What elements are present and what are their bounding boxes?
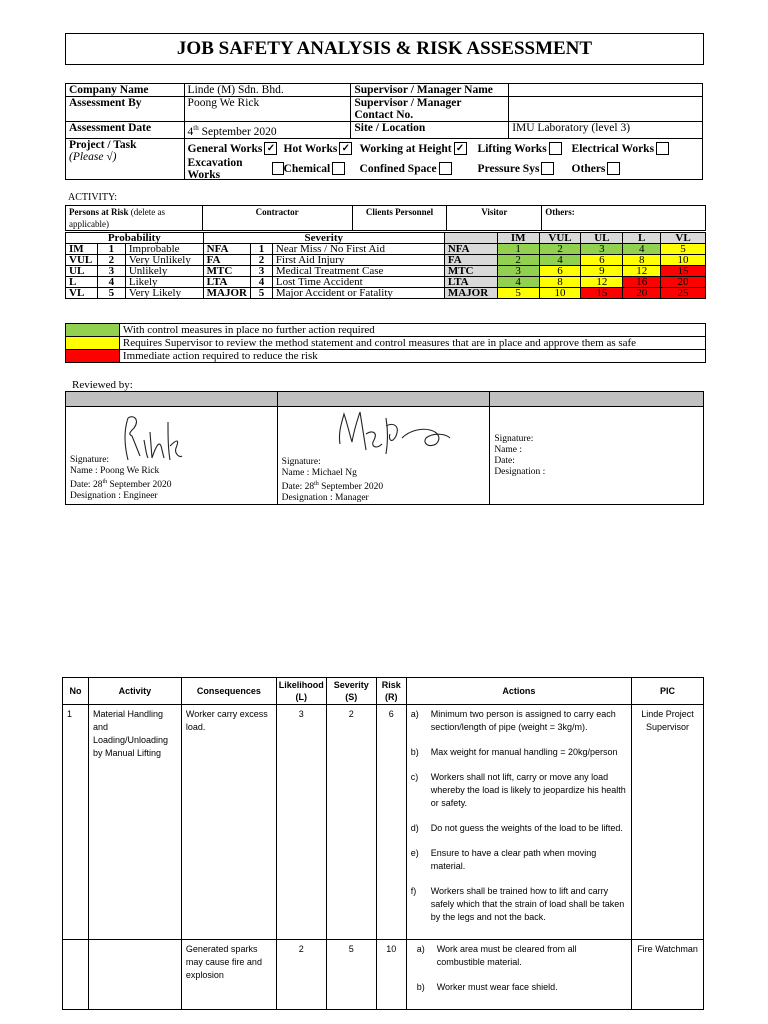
task-option xyxy=(360,142,478,155)
risk-score-cell: 8 xyxy=(623,255,661,266)
task-label: Working at Height xyxy=(359,142,452,155)
risk-score-cell: 15 xyxy=(661,266,706,277)
checkbox[interactable] xyxy=(656,142,669,155)
clients-personnel-option: Clients Personnel xyxy=(352,206,447,231)
risk-matrix-row xyxy=(66,288,706,299)
action-text: Max weight for manual handling = 20kg/person xyxy=(430,747,618,757)
assessment-by-value: Poong We Rick xyxy=(184,97,351,122)
action-item xyxy=(411,847,627,873)
task-option xyxy=(478,162,572,175)
severity-num: 1 xyxy=(250,244,272,255)
action-text: Ensure to have a clear path when moving material. xyxy=(430,848,597,871)
action-letter: d) xyxy=(410,823,419,833)
legend-text-green: With control measures in place no further action required xyxy=(119,324,705,337)
assessment-date-value: 4th September 2020 xyxy=(184,122,351,139)
risk-score-cell: 1 xyxy=(497,244,539,255)
col-header-l: L xyxy=(623,233,661,244)
matrix-row-code: LTA xyxy=(444,277,497,288)
severity-code: LTA xyxy=(203,277,250,288)
action-letter: a) xyxy=(416,944,425,954)
task-option xyxy=(188,157,284,181)
probability-label: Improbable xyxy=(125,244,203,255)
risk-score-cell: 5 xyxy=(661,244,706,255)
probability-num: 4 xyxy=(97,277,125,288)
checkbox[interactable]: ✓ xyxy=(264,142,277,155)
severity-label: Major Accident or Fatality xyxy=(272,288,444,299)
project-label-cell xyxy=(66,138,185,179)
action-item xyxy=(411,822,627,835)
action-item xyxy=(411,981,627,994)
action-letter: e) xyxy=(410,848,419,858)
action-text: Workers shall be trained how to lift and carry safely which that the strain of load shall be taken by the legs and not the back. xyxy=(430,886,625,922)
legend-text-red: Immediate action required to reduce the risk xyxy=(119,350,705,363)
risk-score-cell: 2 xyxy=(539,244,581,255)
tasks-row-2 xyxy=(185,156,702,181)
task-option xyxy=(478,142,572,155)
supervisor-name-label: Supervisor / Manager Name xyxy=(351,84,509,97)
task-label: Others xyxy=(571,162,606,175)
risk-score-cell: 10 xyxy=(539,288,581,299)
probability-code: UL xyxy=(66,266,98,277)
severity-label: Lost Time Accident xyxy=(272,277,444,288)
task-label: Lifting Works xyxy=(477,142,547,155)
matrix-row-code: NFA xyxy=(444,244,497,255)
severity-num: 4 xyxy=(250,277,272,288)
jsa-header-row xyxy=(63,678,704,705)
checkbox[interactable] xyxy=(541,162,554,175)
action-letter: b) xyxy=(410,747,419,757)
risk-score-cell: 9 xyxy=(581,266,623,277)
jsa-header-risk: Risk (R) xyxy=(376,678,406,705)
jsa-header-severity: Severity (S) xyxy=(326,678,376,705)
site-value: IMU Laboratory (level 3) xyxy=(509,122,703,139)
probability-label: Very Likely xyxy=(125,288,203,299)
signature-image-1 xyxy=(110,410,185,468)
jsa-risk: 6 xyxy=(376,705,406,940)
probability-code: VL xyxy=(66,288,98,299)
probability-label: Likely xyxy=(125,277,203,288)
col-header-ul: UL xyxy=(581,233,623,244)
matrix-row-code: MTC xyxy=(444,266,497,277)
jsa-pic: Linde Project Supervisor xyxy=(632,705,704,940)
action-item xyxy=(411,746,627,759)
task-label: Pressure Sys xyxy=(477,162,540,175)
jsa-likelihood: 2 xyxy=(276,940,326,1010)
reviewed-by-label: Reviewed by: xyxy=(72,379,133,391)
task-option xyxy=(284,142,360,155)
company-label: Company Name xyxy=(66,84,185,97)
matrix-row-code: FA xyxy=(444,255,497,266)
jsa-header-consequences: Consequences xyxy=(181,678,276,705)
risk-score-cell: 20 xyxy=(661,277,706,288)
jsa-row xyxy=(63,940,704,1010)
checkbox[interactable] xyxy=(607,162,620,175)
risk-score-cell: 4 xyxy=(539,255,581,266)
jsa-activity xyxy=(88,940,181,1010)
severity-label: Medical Treatment Case xyxy=(272,266,444,277)
tasks-row-1 xyxy=(185,139,702,159)
risk-score-cell: 2 xyxy=(497,255,539,266)
checkbox[interactable]: ✓ xyxy=(339,142,352,155)
task-label: Confined Space xyxy=(359,162,437,175)
action-letter: c) xyxy=(410,772,419,782)
severity-code: NFA xyxy=(203,244,250,255)
task-option xyxy=(360,162,478,175)
jsa-actions xyxy=(406,940,631,1010)
severity-code: FA xyxy=(203,255,250,266)
legend-swatch-yellow xyxy=(66,337,120,350)
signature-block-1: Signature: Name : Poong We Rick Date: 28th September 2020 Designation : Engineer xyxy=(66,407,278,505)
jsa-activity: Material Handling and Loading/Unloading by Manual Lifting xyxy=(88,705,181,940)
task-option xyxy=(284,162,360,175)
persons-at-risk-table xyxy=(65,205,706,231)
signature-block-3: Signature: Name : Date: Designation : xyxy=(490,407,704,505)
jsa-severity: 2 xyxy=(326,705,376,940)
risk-score-cell: 4 xyxy=(623,244,661,255)
action-item xyxy=(411,708,627,734)
severity-num: 3 xyxy=(250,266,272,277)
signature-header-3 xyxy=(490,392,704,407)
jsa-likelihood: 3 xyxy=(276,705,326,940)
checkbox[interactable] xyxy=(439,162,452,175)
task-option xyxy=(572,162,621,175)
task-label: Excavation Works xyxy=(187,156,243,181)
risk-score-cell: 6 xyxy=(539,266,581,277)
legend-swatch-green xyxy=(66,324,120,337)
signature-header-1 xyxy=(66,392,278,407)
risk-score-cell: 6 xyxy=(581,255,623,266)
task-option xyxy=(572,142,670,155)
jsa-header-pic: PIC xyxy=(632,678,704,705)
matrix-row-code: MAJOR xyxy=(444,288,497,299)
col-header-vl: VL xyxy=(661,233,706,244)
jsa-consequence: Generated sparks may cause fire and explosion xyxy=(181,940,276,1010)
jsa-table xyxy=(62,677,704,1010)
risk-matrix-row xyxy=(66,266,706,277)
risk-score-cell: 12 xyxy=(623,266,661,277)
activity-label: ACTIVITY: xyxy=(68,192,118,203)
task-option xyxy=(188,142,284,155)
risk-score-cell: 4 xyxy=(497,277,539,288)
project-label: Project / Task xyxy=(69,138,137,151)
supervisor-contact-value xyxy=(509,97,703,122)
risk-score-cell: 16 xyxy=(623,277,661,288)
probability-num: 2 xyxy=(97,255,125,266)
risk-score-cell: 12 xyxy=(581,277,623,288)
risk-score-cell: 25 xyxy=(661,288,706,299)
probability-num: 1 xyxy=(97,244,125,255)
site-label: Site / Location xyxy=(351,122,509,139)
signature-block-2: Signature: Name : Michael Ng Date: 28th September 2020 Designation : Manager xyxy=(277,407,490,505)
risk-score-cell: 20 xyxy=(623,288,661,299)
risk-score-cell: 8 xyxy=(539,277,581,288)
risk-matrix-row xyxy=(66,255,706,266)
jsa-risk: 10 xyxy=(376,940,406,1010)
company-value: Linde (M) Sdn. Bhd. xyxy=(184,84,351,97)
action-text: Work area must be cleared from all combustible material. xyxy=(436,944,577,967)
jsa-header-actions: Actions xyxy=(406,678,631,705)
severity-code: MAJOR xyxy=(203,288,250,299)
probability-code: IM xyxy=(66,244,98,255)
action-text: Do not guess the weights of the load to be lifted. xyxy=(430,823,623,833)
jsa-no: 1 xyxy=(63,705,89,940)
supervisor-name-value xyxy=(509,84,703,97)
severity-num: 5 xyxy=(250,288,272,299)
task-label: Electrical Works xyxy=(571,142,655,155)
jsa-header-no: No xyxy=(63,678,89,705)
checkbox[interactable]: ✓ xyxy=(454,142,467,155)
jsa-actions xyxy=(406,705,631,940)
risk-legend-table xyxy=(65,323,706,363)
jsa-severity: 5 xyxy=(326,940,376,1010)
jsa-row xyxy=(63,705,704,940)
legend-text-yellow: Requires Supervisor to review the method statement and control measures that are in place and approve them as safe xyxy=(119,337,705,350)
action-text: Minimum two person is assigned to carry each section/length of pipe (weight = 3kg/m). xyxy=(430,709,616,732)
risk-score-cell: 10 xyxy=(661,255,706,266)
task-label: Chemical xyxy=(283,162,331,175)
action-text: Worker must wear face shield. xyxy=(436,982,558,992)
matrix-corner xyxy=(444,233,497,244)
jsa-consequence: Worker carry excess load. xyxy=(181,705,276,940)
probability-header: Probability xyxy=(66,233,204,244)
col-header-vul: VUL xyxy=(539,233,581,244)
visitor-option: Visitor xyxy=(447,206,542,231)
risk-score-cell: 3 xyxy=(497,266,539,277)
probability-label: Very Unlikely xyxy=(125,255,203,266)
assessment-date-label: Assessment Date xyxy=(66,122,185,139)
checkbox[interactable] xyxy=(549,142,562,155)
action-item xyxy=(411,885,627,924)
jsa-header-likelihood: Likelihood (L) xyxy=(276,678,326,705)
checkbox[interactable] xyxy=(272,162,284,175)
severity-header: Severity xyxy=(203,233,444,244)
checkbox[interactable] xyxy=(332,162,345,175)
risk-score-cell: 5 xyxy=(497,288,539,299)
supervisor-contact-label: Supervisor / Manager Contact No. xyxy=(351,97,509,122)
probability-code: VUL xyxy=(66,255,98,266)
assessment-by-label: Assessment By xyxy=(66,97,185,122)
risk-score-cell: 3 xyxy=(581,244,623,255)
risk-matrix-row xyxy=(66,277,706,288)
probability-num: 5 xyxy=(97,288,125,299)
severity-label: Near Miss / No First Aid xyxy=(272,244,444,255)
page-title: JOB SAFETY ANALYSIS & RISK ASSESSMENT xyxy=(65,33,704,65)
task-label: Hot Works xyxy=(283,142,338,155)
severity-label: First Aid Injury xyxy=(272,255,444,266)
col-header-im: IM xyxy=(497,233,539,244)
contractor-option: Contractor xyxy=(202,206,352,231)
assessment-info-table xyxy=(65,83,703,180)
severity-num: 2 xyxy=(250,255,272,266)
action-letter: b) xyxy=(416,982,425,992)
risk-matrix-row xyxy=(66,244,706,255)
jsa-header-activity: Activity xyxy=(88,678,181,705)
risk-score-cell: 15 xyxy=(581,288,623,299)
severity-code: MTC xyxy=(203,266,250,277)
action-text: Workers shall not lift, carry or move any load whereby the load is likely to jeopardize his health or safety. xyxy=(430,772,626,808)
probability-num: 3 xyxy=(97,266,125,277)
legend-swatch-red xyxy=(66,350,120,363)
action-letter: f) xyxy=(410,886,417,896)
action-item xyxy=(411,771,627,810)
jsa-pic: Fire Watchman xyxy=(632,940,704,1010)
persons-at-risk-label: Persons at Risk (delete as applicable) xyxy=(66,206,203,231)
action-letter: a) xyxy=(410,709,419,719)
probability-code: L xyxy=(66,277,98,288)
task-label: General Works xyxy=(187,142,263,155)
probability-label: Unlikely xyxy=(125,266,203,277)
jsa-no xyxy=(63,940,89,1010)
please-tick-note: (Please √) xyxy=(69,150,117,163)
others-option: Others: xyxy=(542,206,706,231)
risk-matrix-table xyxy=(65,232,706,299)
action-item xyxy=(411,943,627,969)
signature-image-2 xyxy=(330,404,460,466)
task-checkboxes xyxy=(184,138,702,179)
